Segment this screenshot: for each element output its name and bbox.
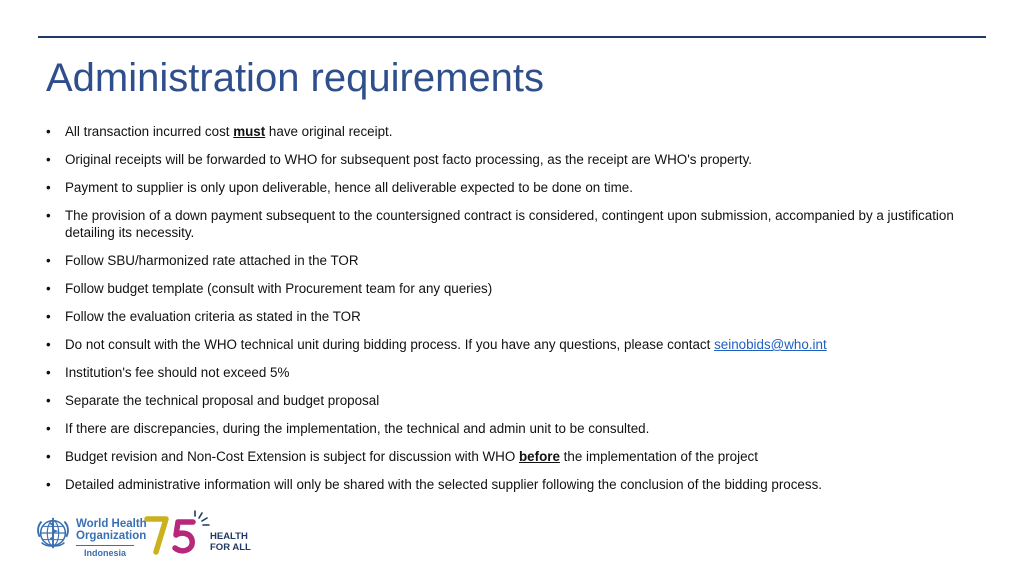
requirements-list [46, 123, 966, 504]
who-wordmark-line: Organization [76, 530, 147, 542]
who-wordmark-line: World Health [76, 518, 147, 530]
bullet-item [46, 123, 966, 140]
bullet-item: • The provision of a down payment subsequent to the countersigned contract is considered, contingent upon submission, accompanied by a justification detailing its necessity. [46, 207, 966, 241]
emphasis-must: must [233, 124, 266, 139]
hfa-line: HEALTH [210, 531, 248, 542]
bullet-text: All transaction incurred cost [65, 124, 234, 139]
bullet-text: have original receipt. [265, 124, 393, 139]
emphasis-before: before [519, 449, 560, 464]
who-divider [76, 545, 134, 546]
bullet-text: the implementation of the project [559, 449, 758, 464]
bullet-item: • Original receipts will be forwarded to WHO for subsequent post facto processing, as the receipt are WHO's property. [46, 151, 966, 168]
contact-email-link[interactable]: seinobids@who.int [714, 337, 827, 352]
who-emblem-icon [34, 514, 72, 552]
bullet-item [46, 448, 966, 465]
health-for-all-wordmark [210, 531, 251, 553]
bullet-item: • If there are discrepancies, during the implementation, the technical and admin unit to be consulted. [46, 420, 966, 437]
bullet-item: • Follow the evaluation criteria as stated in the TOR [46, 308, 966, 325]
bullet-item: • Follow SBU/harmonized rate attached in the TOR [46, 252, 966, 269]
bullet-item: • Follow budget template (consult with Procurement team for any queries) [46, 280, 966, 297]
bullet-item: • Institution's fee should not exceed 5% [46, 364, 966, 381]
who-wordmark [76, 518, 147, 542]
bullet-item: • Detailed administrative information will only be shared with the selected supplier following the conclusion of the bidding process. [46, 476, 966, 493]
bullet-item: • Separate the technical proposal and budget proposal [46, 392, 966, 409]
seventy-five-logo-icon [144, 510, 210, 556]
bullet-item: • Payment to supplier is only upon deliverable, hence all deliverable expected to be done on time. [46, 179, 966, 196]
footer-logos [34, 510, 294, 566]
hfa-line: FOR ALL [210, 542, 251, 553]
who-country: Indonesia [83, 548, 126, 558]
bullet-text: Do not consult with the WHO technical unit during bidding process. If you have any questions, please contact [65, 337, 715, 352]
bullet-item [46, 336, 966, 353]
bullet-text: Budget revision and Non-Cost Extension is subject for discussion with WHO [65, 449, 519, 464]
top-rule [38, 36, 986, 38]
slide-title: Administration requirements [46, 56, 544, 100]
